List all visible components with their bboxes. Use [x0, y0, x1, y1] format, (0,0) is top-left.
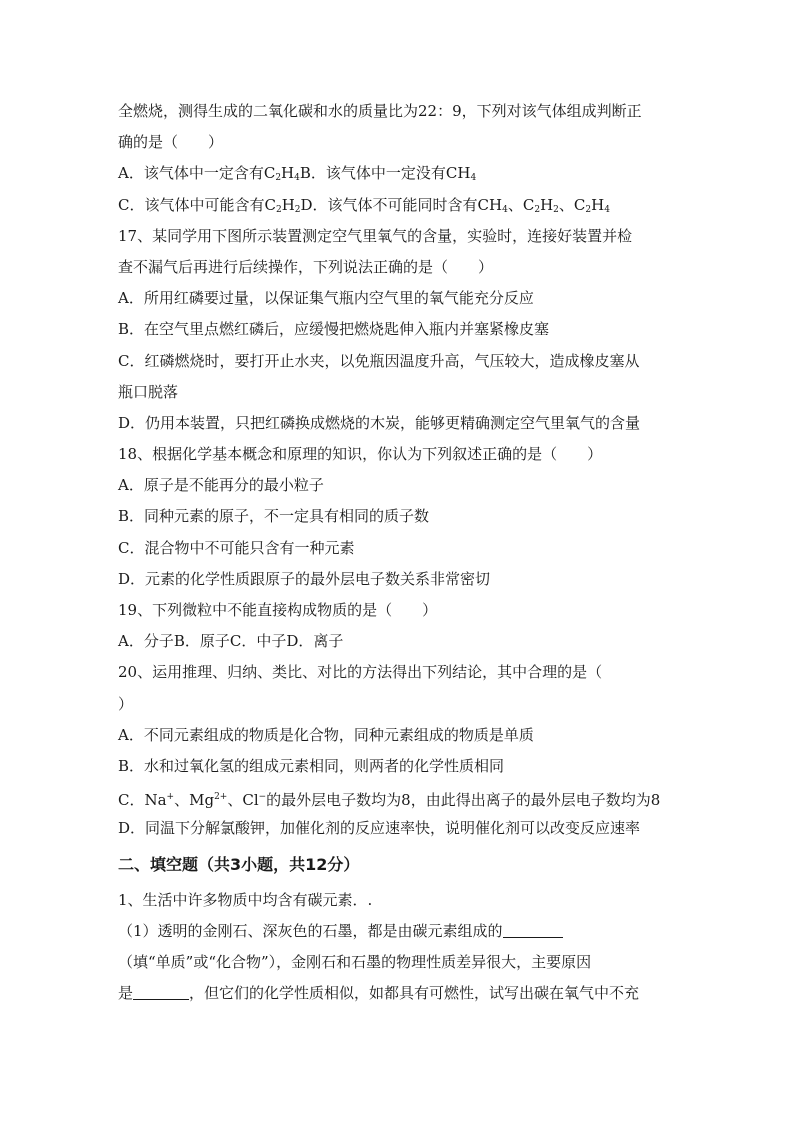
q17-option-d: D．仍用本装置，只把红磷换成燃烧的木炭，能够更精确测定空气里氧气的含量 [118, 413, 641, 432]
q20-option-d: D．同温下分解氯酸钾，加催化剂的反应速率快，说明催化剂可以改变反应速率 [118, 819, 641, 838]
section-2-heading: 二、填空题（共3小题，共12分） [118, 854, 360, 874]
q17-stem-line-1: 17、某同学用下图所示装置测定空气里氧气的含量，实验时，连接好装置并检 [118, 226, 633, 245]
fill-q1-part1-line-2: （填“单质”或“化合物”），金刚石和石墨的物理性质差异很大，主要原因 [118, 952, 592, 971]
q18-option-b: B．同种元素的原子，不一定具有相同的质子数 [118, 507, 430, 526]
q18-option-d: D．元素的化学性质跟原子的最外层电子数关系非常密切 [118, 569, 491, 588]
q16-stem-line-1: 全燃烧，测得生成的二氧化碳和水的质量比为22：9，下列对该气体组成判断正 [118, 102, 642, 120]
q18-stem: 18、根据化学基本概念和原理的知识，你认为下列叙述正确的是（ ） [118, 445, 603, 464]
q19-options: A．分子B．原子C．中子D．离子 [118, 632, 344, 651]
q20-stem-line-1: 20、运用推理、归纳、类比、对比的方法得出下列结论，其中合理的是（ [118, 663, 603, 682]
q16-options-cd: C．该气体中可能含有$C_2H_2D$．该气体不可能同时含有$CH_4$、$C_2H_2$、$C_2H_4$ [118, 195, 610, 215]
q20-option-c: C．Na+、$Mg^{2+}$、Cl−的最外层电子数均为8，由此得出离子的最外层电子数均为8 [118, 791, 661, 810]
q18-option-c: C．混合物中不可能只含有一种元素 [118, 538, 355, 557]
fill-q1-part1-line-3: 是 ，但它们的化学性质相似，如都具有可燃性，试写出碳在氧气中不充 [118, 984, 640, 1003]
q16-options-ab: A．该气体中一定含有$C_2H_4B$．该气体中一定没有$CH_4$ [118, 164, 477, 184]
q16-stem-line-2: 确的是（ ） [118, 133, 224, 152]
q20-option-b: B．水和过氧化氢的组成元素相同，则两者的化学性质相同 [118, 756, 505, 775]
fill-q1-intro: 1、生活中许多物质中均含有碳元素．. [118, 890, 373, 909]
q20-option-a: A．不同元素组成的物质是化合物，同种元素组成的物质是单质 [118, 725, 534, 744]
q20-stem-line-2: ） [118, 694, 134, 713]
q19-stem: 19、下列微粒中不能直接构成物质的是（ ） [118, 601, 438, 619]
document-page [118, 96, 678, 1009]
q17-option-a: A．所用红磷要过量，以保证集气瓶内空气里的氧气能充分反应 [118, 289, 534, 308]
q17-option-c-line-2: 瓶口脱落 [118, 382, 179, 401]
answer-blank-1[interactable] [503, 923, 563, 938]
q17-option-c-line-1: C．红磷燃烧时，要打开止水夹，以免瓶因温度升高，气压较大，造成橡皮塞从 [118, 351, 640, 370]
q17-stem-line-2: 查不漏气后再进行后续操作，下列说法正确的是（ ） [118, 257, 494, 276]
q18-option-a: A．原子是不能再分的最小粒子 [118, 476, 324, 495]
fill-q1-part1-line-1: （1）透明的金刚石、深灰色的石墨，都是由碳元素组成的 [118, 916, 678, 947]
q17-option-b: B．在空气里点燃红磷后，应缓慢把燃烧匙伸入瓶内并塞紧橡皮塞 [118, 320, 550, 339]
answer-blank-2[interactable] [133, 985, 189, 1000]
